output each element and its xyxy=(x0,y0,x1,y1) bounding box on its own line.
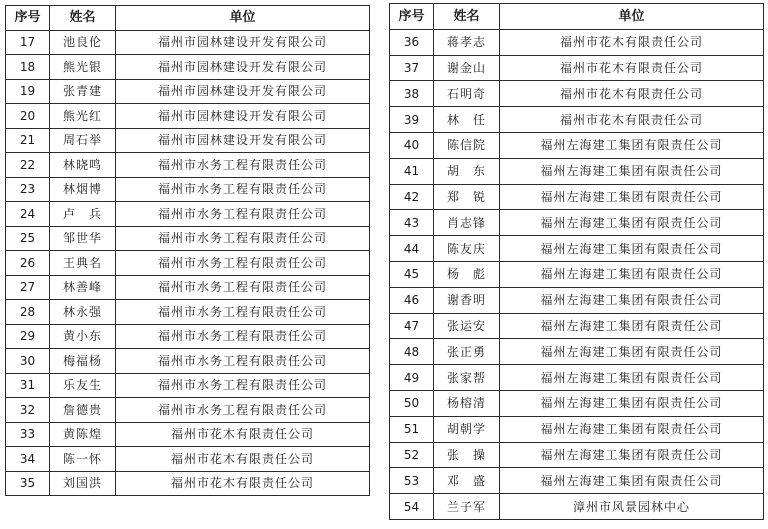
unit-cell: 福州市水务工程有限责任公司 xyxy=(116,226,370,251)
name-cell: 林晓鸣 xyxy=(50,153,116,178)
name-cell: 熊光银 xyxy=(50,55,116,80)
serial-number-cell: 36 xyxy=(390,29,434,55)
table-row xyxy=(6,300,370,325)
name-cell: 林烟博 xyxy=(50,177,116,202)
serial-number-cell: 50 xyxy=(390,390,434,416)
unit-cell: 福州市水务工程有限责任公司 xyxy=(116,398,370,423)
serial-number-cell: 37 xyxy=(390,55,434,81)
serial-number-cell: 44 xyxy=(390,236,434,262)
serial-number-cell: 23 xyxy=(6,177,50,202)
name-cell: 卢 兵 xyxy=(50,202,116,227)
unit-cell: 福州市水务工程有限责任公司 xyxy=(116,153,370,178)
header-unit: 单位 xyxy=(116,6,370,31)
unit-cell: 漳州市风景园林中心 xyxy=(500,494,764,520)
table-row xyxy=(6,398,370,423)
roster-table-left xyxy=(5,5,370,496)
serial-number-cell: 53 xyxy=(390,468,434,494)
unit-cell: 福州市花木有限责任公司 xyxy=(116,447,370,472)
name-cell: 梅福杨 xyxy=(50,349,116,374)
unit-cell: 福州左海建工集团有限责任公司 xyxy=(500,210,764,236)
name-cell: 谢金山 xyxy=(434,55,500,81)
table-row xyxy=(6,275,370,300)
name-cell: 乐友生 xyxy=(50,373,116,398)
serial-number-cell: 52 xyxy=(390,442,434,468)
unit-cell: 福州左海建工集团有限责任公司 xyxy=(500,287,764,313)
name-cell: 杨榕清 xyxy=(434,390,500,416)
table-row xyxy=(6,177,370,202)
roster-table-right xyxy=(389,3,764,520)
unit-cell: 福州市园林建设开发有限公司 xyxy=(116,55,370,80)
name-cell: 杨 彪 xyxy=(434,261,500,287)
table-row xyxy=(390,287,764,313)
table-row xyxy=(390,107,764,133)
table-row xyxy=(390,184,764,210)
table-row xyxy=(390,158,764,184)
table-row xyxy=(6,324,370,349)
unit-cell: 福州市水务工程有限责任公司 xyxy=(116,275,370,300)
table-row xyxy=(390,210,764,236)
table-row xyxy=(390,494,764,520)
unit-cell: 福州左海建工集团有限责任公司 xyxy=(500,158,764,184)
name-cell: 林善峰 xyxy=(50,275,116,300)
name-cell: 林 任 xyxy=(434,107,500,133)
unit-cell: 福州市水务工程有限责任公司 xyxy=(116,202,370,227)
table-row xyxy=(6,79,370,104)
serial-number-cell: 47 xyxy=(390,313,434,339)
unit-cell: 福州市水务工程有限责任公司 xyxy=(116,177,370,202)
unit-cell: 福州左海建工集团有限责任公司 xyxy=(500,390,764,416)
serial-number-cell: 24 xyxy=(6,202,50,227)
table-row xyxy=(390,442,764,468)
serial-number-cell: 40 xyxy=(390,132,434,158)
name-cell: 张青建 xyxy=(50,79,116,104)
table-row xyxy=(6,447,370,472)
table-row xyxy=(390,236,764,262)
unit-cell: 福州市水务工程有限责任公司 xyxy=(116,251,370,276)
serial-number-cell: 28 xyxy=(6,300,50,325)
table-row xyxy=(390,390,764,416)
serial-number-cell: 20 xyxy=(6,104,50,129)
serial-number-cell: 18 xyxy=(6,55,50,80)
serial-number-cell: 31 xyxy=(6,373,50,398)
serial-number-cell: 34 xyxy=(6,447,50,472)
table-row xyxy=(390,55,764,81)
unit-cell: 福州市水务工程有限责任公司 xyxy=(116,373,370,398)
serial-number-cell: 32 xyxy=(6,398,50,423)
header-serial-number: 序号 xyxy=(6,6,50,31)
name-cell: 石明奇 xyxy=(434,81,500,107)
table-header-row xyxy=(6,6,370,31)
serial-number-cell: 48 xyxy=(390,339,434,365)
table-row xyxy=(390,313,764,339)
serial-number-cell: 21 xyxy=(6,128,50,153)
name-cell: 张家帮 xyxy=(434,365,500,391)
name-cell: 兰子军 xyxy=(434,494,500,520)
unit-cell: 福州左海建工集团有限责任公司 xyxy=(500,339,764,365)
table-header-row xyxy=(390,4,764,30)
table-row xyxy=(6,349,370,374)
serial-number-cell: 38 xyxy=(390,81,434,107)
name-cell: 刘国洪 xyxy=(50,471,116,496)
serial-number-cell: 35 xyxy=(6,471,50,496)
table-row xyxy=(390,365,764,391)
unit-cell: 福州市园林建设开发有限公司 xyxy=(116,128,370,153)
serial-number-cell: 41 xyxy=(390,158,434,184)
name-cell: 陈一怀 xyxy=(50,447,116,472)
serial-number-cell: 46 xyxy=(390,287,434,313)
unit-cell: 福州市花木有限责任公司 xyxy=(500,55,764,81)
serial-number-cell: 27 xyxy=(6,275,50,300)
unit-cell: 福州市水务工程有限责任公司 xyxy=(116,349,370,374)
name-cell: 林永强 xyxy=(50,300,116,325)
unit-cell: 福州市花木有限责任公司 xyxy=(500,107,764,133)
serial-number-cell: 43 xyxy=(390,210,434,236)
name-cell: 邹世华 xyxy=(50,226,116,251)
serial-number-cell: 26 xyxy=(6,251,50,276)
table-row xyxy=(390,339,764,365)
unit-cell: 福州市花木有限责任公司 xyxy=(500,81,764,107)
serial-number-cell: 49 xyxy=(390,365,434,391)
header-name: 姓名 xyxy=(434,4,500,30)
serial-number-cell: 22 xyxy=(6,153,50,178)
table-row xyxy=(6,104,370,129)
unit-cell: 福州市水务工程有限责任公司 xyxy=(116,324,370,349)
table-row xyxy=(390,261,764,287)
unit-cell: 福州左海建工集团有限责任公司 xyxy=(500,416,764,442)
unit-cell: 福州市花木有限责任公司 xyxy=(116,471,370,496)
table-row xyxy=(6,226,370,251)
serial-number-cell: 19 xyxy=(6,79,50,104)
table-row xyxy=(6,373,370,398)
header-name: 姓名 xyxy=(50,6,116,31)
name-cell: 陈信院 xyxy=(434,132,500,158)
table-row xyxy=(390,132,764,158)
unit-cell: 福州左海建工集团有限责任公司 xyxy=(500,184,764,210)
serial-number-cell: 30 xyxy=(6,349,50,374)
header-serial-number: 序号 xyxy=(390,4,434,30)
unit-cell: 福州市园林建设开发有限公司 xyxy=(116,79,370,104)
name-cell: 黄陈煌 xyxy=(50,422,116,447)
table-row xyxy=(6,251,370,276)
name-cell: 蒋孝志 xyxy=(434,29,500,55)
name-cell: 谢香明 xyxy=(434,287,500,313)
name-cell: 张 操 xyxy=(434,442,500,468)
name-cell: 陈友庆 xyxy=(434,236,500,262)
unit-cell: 福州市园林建设开发有限公司 xyxy=(116,104,370,129)
table-row xyxy=(6,202,370,227)
serial-number-cell: 45 xyxy=(390,261,434,287)
table-row xyxy=(6,422,370,447)
unit-cell: 福州市花木有限责任公司 xyxy=(500,29,764,55)
name-cell: 张运安 xyxy=(434,313,500,339)
unit-cell: 福州左海建工集团有限责任公司 xyxy=(500,313,764,339)
name-cell: 黄小东 xyxy=(50,324,116,349)
serial-number-cell: 25 xyxy=(6,226,50,251)
unit-cell: 福州市水务工程有限责任公司 xyxy=(116,300,370,325)
name-cell: 邓 盛 xyxy=(434,468,500,494)
name-cell: 詹德贵 xyxy=(50,398,116,423)
unit-cell: 福州左海建工集团有限责任公司 xyxy=(500,236,764,262)
serial-number-cell: 39 xyxy=(390,107,434,133)
table-row xyxy=(6,153,370,178)
unit-cell: 福州左海建工集团有限责任公司 xyxy=(500,468,764,494)
serial-number-cell: 51 xyxy=(390,416,434,442)
unit-cell: 福州市花木有限责任公司 xyxy=(116,422,370,447)
name-cell: 周石举 xyxy=(50,128,116,153)
name-cell: 张正勇 xyxy=(434,339,500,365)
name-cell: 熊光红 xyxy=(50,104,116,129)
table-row xyxy=(390,468,764,494)
serial-number-cell: 29 xyxy=(6,324,50,349)
serial-number-cell: 54 xyxy=(390,494,434,520)
unit-cell: 福州市园林建设开发有限公司 xyxy=(116,30,370,55)
serial-number-cell: 33 xyxy=(6,422,50,447)
header-unit: 单位 xyxy=(500,4,764,30)
name-cell: 胡 东 xyxy=(434,158,500,184)
table-row xyxy=(390,416,764,442)
table-row xyxy=(6,128,370,153)
name-cell: 郑 锐 xyxy=(434,184,500,210)
table-row xyxy=(390,29,764,55)
unit-cell: 福州左海建工集团有限责任公司 xyxy=(500,261,764,287)
name-cell: 池良伦 xyxy=(50,30,116,55)
serial-number-cell: 17 xyxy=(6,30,50,55)
name-cell: 肖志锋 xyxy=(434,210,500,236)
table-row xyxy=(6,30,370,55)
name-cell: 胡朝学 xyxy=(434,416,500,442)
table-row xyxy=(6,55,370,80)
table-row xyxy=(390,81,764,107)
unit-cell: 福州左海建工集团有限责任公司 xyxy=(500,442,764,468)
unit-cell: 福州左海建工集团有限责任公司 xyxy=(500,132,764,158)
unit-cell: 福州左海建工集团有限责任公司 xyxy=(500,365,764,391)
name-cell: 王典名 xyxy=(50,251,116,276)
serial-number-cell: 42 xyxy=(390,184,434,210)
table-row xyxy=(6,471,370,496)
